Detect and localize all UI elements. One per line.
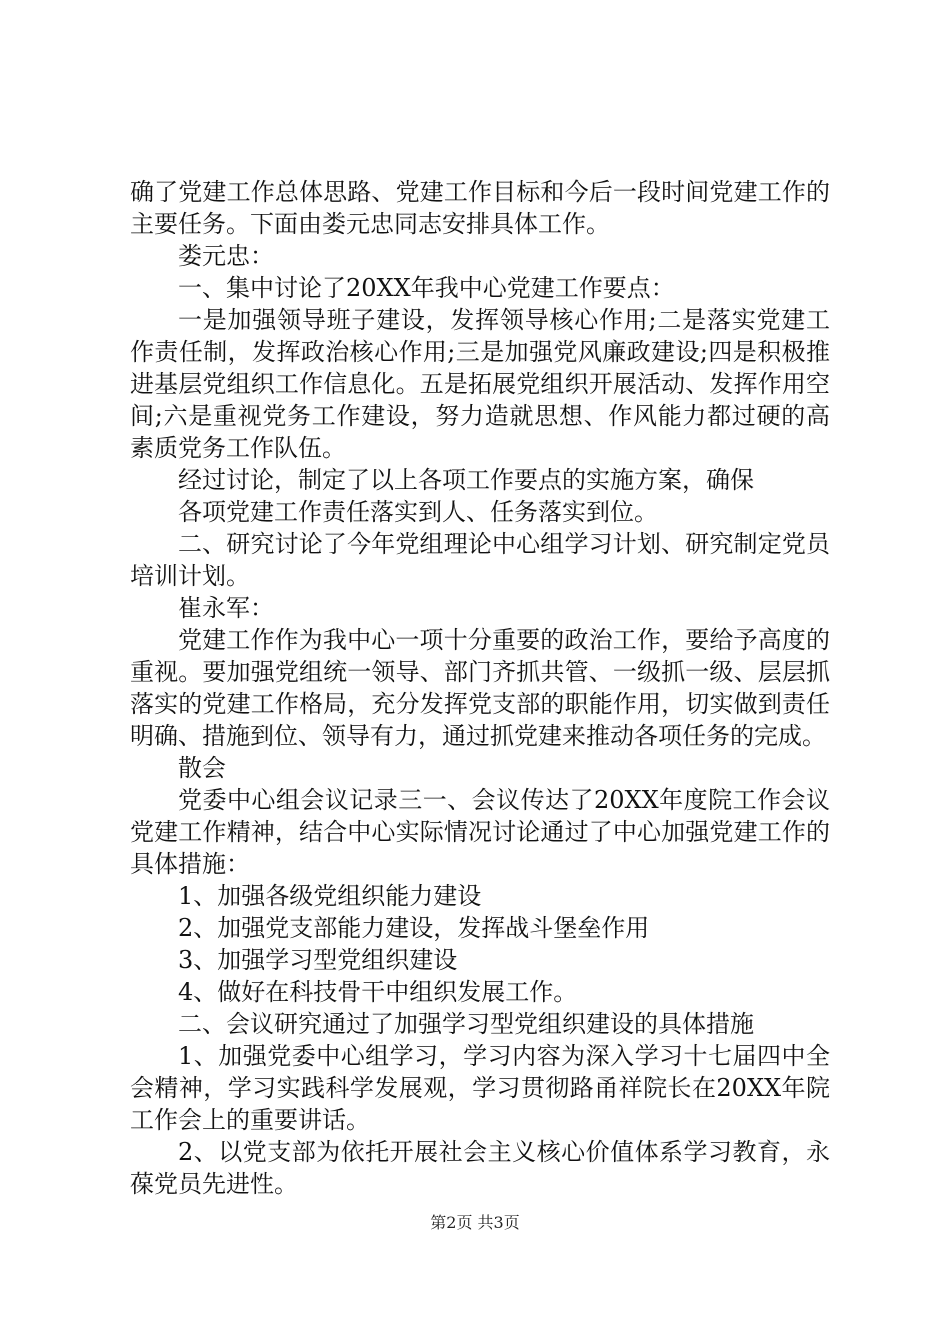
list-item-2: 2、加强党支部能力建设，发挥战斗堡垒作用	[178, 914, 650, 942]
list-item-1: 1、加强各级党组织能力建设	[178, 882, 482, 910]
measure-item-2: 2、以党支部为依托开展社会主义核心价值体系学习教育，永葆党员先进性。	[130, 1138, 830, 1198]
paragraph-7: 二、研究讨论了今年党组理论中心组学习计划、研究制定党员培训计划。	[130, 530, 830, 590]
speaker-lou-yuanzhong: 娄元忠：	[178, 242, 274, 270]
list-item-3: 3、加强学习型党组织建设	[178, 946, 458, 974]
document-body	[130, 176, 830, 1200]
paragraph-3: 一、集中讨论了20XX年我中心党建工作要点：	[178, 274, 675, 302]
paragraph-9: 党建工作作为我中心一项十分重要的政治工作，要给予高度的重视。要加强党组统一领导、部门齐抓共管、一级抓一级、层层抓落实的党建工作格局，充分发挥党支部的职能作用，切实做到责任明确、措施到位、领导有力，通过抓党建来推动各项任务的完成。	[130, 626, 830, 750]
list-item-4: 4、做好在科技骨干中组织发展工作。	[178, 978, 578, 1006]
adjourn-line: 散会	[178, 754, 226, 782]
paragraph-11: 党委中心组会议记录三一、会议传达了20XX年度院工作会议党建工作精神，结合中心实际情况讨论通过了中心加强党建工作的具体措施：	[130, 786, 830, 878]
measure-item-1: 1、加强党委中心组学习，学习内容为深入学习十七届四中全会精神，学习实践科学发展观，学习贯彻路甬祥院长在20XX年院工作会上的重要讲话。	[130, 1042, 830, 1134]
paragraph-16: 二、会议研究通过了加强学习型党组织建设的具体措施	[178, 1010, 754, 1038]
page-footer: 第2页 共3页	[430, 1213, 520, 1232]
speaker-cui-yongjun: 崔永军：	[178, 594, 274, 622]
paragraph-4: 一是加强领导班子建设，发挥领导核心作用;二是落实党建工作责任制，发挥政治核心作用;三是加强党风廉政建设;四是积极推进基层党组织工作信息化。五是拓展党组织开展活动、发挥作用空间;六是重视党务工作建设，努力造就思想、作风能力都过硬的高素质党务工作队伍。	[130, 306, 830, 462]
paragraph-5: 经过讨论，制定了以上各项工作要点的实施方案，确保	[178, 466, 754, 494]
paragraph-1: 确了党建工作总体思路、党建工作目标和今后一段时间党建工作的主要任务。下面由娄元忠同志安排具体工作。	[130, 178, 830, 238]
paragraph-6: 各项党建工作责任落实到人、任务落实到位。	[178, 498, 658, 526]
